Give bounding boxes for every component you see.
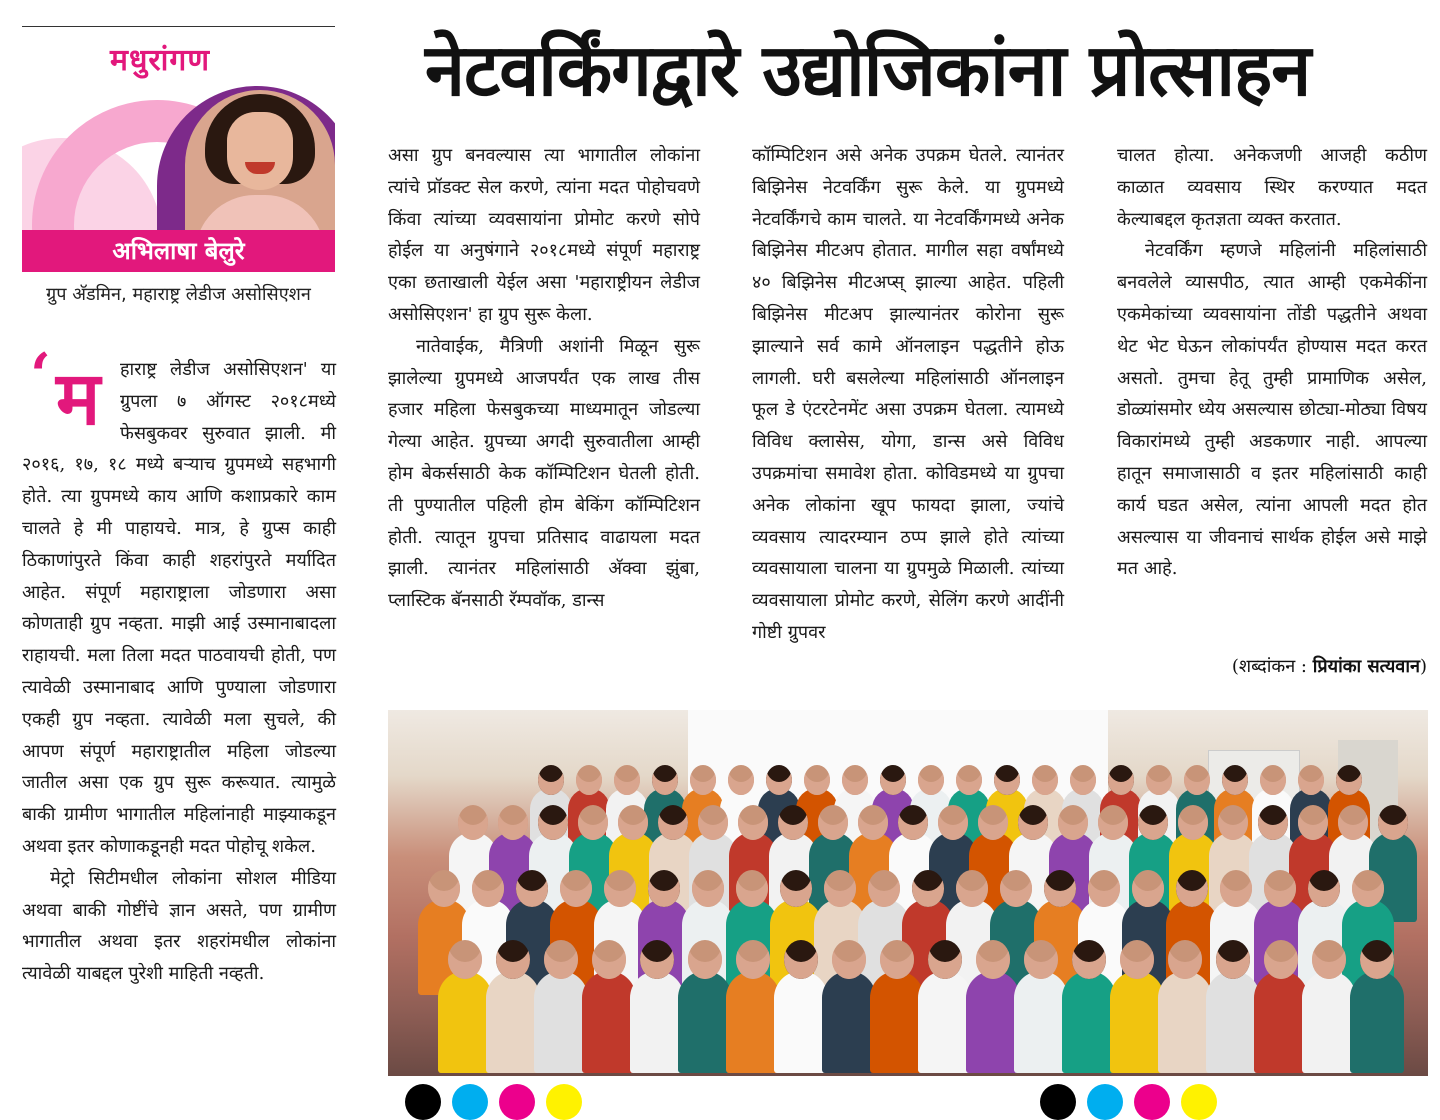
article-column-1	[22, 341, 336, 990]
person	[822, 971, 876, 1073]
person-head	[738, 805, 768, 840]
person	[678, 971, 732, 1073]
person-head	[784, 940, 818, 979]
person-head	[592, 940, 626, 979]
person-head	[824, 870, 856, 907]
group-photo	[388, 710, 1428, 1076]
person-head	[994, 765, 1020, 795]
person-head	[842, 765, 868, 795]
person-head	[766, 765, 792, 795]
person-head	[1220, 870, 1252, 907]
person-head	[1360, 940, 1394, 979]
person	[1062, 971, 1116, 1073]
article-column-4	[1117, 140, 1427, 585]
person-head	[1312, 940, 1346, 979]
byline-credit	[1117, 654, 1427, 678]
person-head	[728, 765, 754, 795]
person-head	[1260, 765, 1286, 795]
person-head	[544, 940, 578, 979]
person-head	[928, 940, 962, 979]
registration-mark-black	[1040, 1084, 1076, 1120]
dropcap-quote-icon: ‘	[30, 341, 51, 411]
person-head	[604, 870, 636, 907]
dropcap-letter: म	[56, 356, 101, 442]
person	[1350, 971, 1404, 1073]
person-head	[880, 940, 914, 979]
person-head	[516, 870, 548, 907]
registration-mark-yellow	[546, 1084, 582, 1120]
person	[438, 971, 492, 1073]
person-head	[1044, 870, 1076, 907]
author-name: अभिलाषा बेलुरे	[22, 230, 335, 272]
person-head	[448, 940, 482, 979]
person-head	[1138, 805, 1168, 840]
author-designation: ग्रुप अ‍ॅडमिन, महाराष्ट्र लेडीज असोसिएशन	[46, 284, 311, 305]
person-head	[978, 805, 1008, 840]
person-head	[576, 765, 602, 795]
registration-mark-cyan	[1087, 1084, 1123, 1120]
paragraph: नातेवाईक, मैत्रिणी अशांनी मिळून सुरू झालेल्या ग्रुपमध्ये आजपर्यंत एक लाख तीस हजार महिला फेसबुकच्या माध्यमातून जोडल्या गेल्या आहेत. ग्रुपच्या अगदी सुरुवातीला आम्ही होम बेकर्ससाठी केक कॉम्पिटिशन घेतली होती. ती पुण्यातील पहिली होम बेकिंग कॉम्पिटिशन होती. त्यातून ग्रुपचा प्रतिसाद वाढायला मदत झाली. त्यानंतर महिलांसाठी अ‍ॅक्वा झुंबा, प्लास्टिक बॅनसाठी रॅम्पवॉक, डान्स	[388, 335, 700, 612]
person-head	[692, 870, 724, 907]
paragraph: चालत होत्या. अनेकजणी आजही कठीण काळात व्यवसाय स्थिर करण्यात मदत केल्याबद्दल कृतज्ञता व्यक्त करतात.	[1117, 145, 1427, 230]
paragraph: नेटवर्किंग म्हणजे महिलांनी महिलांसाठी बनवलेले व्यासपीठ, त्यात आम्ही एकमेकींना एकमेकांच्या व्यवसायांना तोंडी पद्धतीने अथवा थेट भेट घेऊन लोकांपर्यंत होण्यास मदत करत असतो. तुमचा हेतू तुम्ही प्रामाणिक असेल, डोळ्यांसमोर ध्येय असल्यास छोट्या-मोठ्या विषय विकारांमध्ये तुम्ही अडकणार नाही. आपल्या हातून समाजासाठी व इतर महिलांसाठी काही कार्य घडत असेल, त्यांना आपली मदत होत असल्यास या जीवनाचं सार्थक होईल असे माझे मत आहे.	[1117, 240, 1427, 580]
person-head	[1000, 870, 1032, 907]
person-head	[1258, 805, 1288, 840]
person-head	[832, 940, 866, 979]
registration-mark-magenta	[499, 1084, 535, 1120]
credit-prefix: (शब्दांकन :	[1231, 656, 1307, 677]
person-head	[912, 870, 944, 907]
person	[870, 971, 924, 1073]
person-head	[1108, 765, 1134, 795]
person-head	[690, 765, 716, 795]
person-head	[1336, 765, 1362, 795]
person-head	[736, 940, 770, 979]
person-head	[1216, 940, 1250, 979]
person	[726, 971, 780, 1073]
person-head	[1264, 940, 1298, 979]
person-head	[956, 870, 988, 907]
person-head	[868, 870, 900, 907]
paragraph: हाराष्ट्र लेडीज असोसिएशन' या ग्रुपला ७ ऑगस्ट २०१८मध्ये फेसबुकवर सुरुवात झाली. मी २०१६, १७, १८ मध्ये बऱ्याच ग्रुपमध्ये सहभागी होते. त्या ग्रुपमध्ये काय आणि कशाप्रकारे काम चालते हे मी पाहायचे. मात्र, हे ग्रुप्स काही ठिकाणांपुरते किंवा काही शहरांपुरते मर्यादित आहेत. संपूर्ण महाराष्ट्राला जोडणारा असा कोणताही ग्रुप नव्हता. माझी आई उस्मानाबादला राहायची. मला तिला मदत पाठवायची होती, पण त्यावेळी उस्मानाबाद आणि पुण्याला जोडणारा एकही ग्रुप नव्हता. त्यावेळी मला सुचले, की आपण संपूर्ण महाराष्ट्रातील महिला जोडल्या जातील असा एक ग्रुप सुरू करूयात. त्यामुळे बाकी ग्रामीण भागातील महिलांनाही माझ्याकडून अथवा इतर कोणाकडूनही मदत पोहोचू शकेल.	[22, 359, 336, 857]
person-head	[778, 805, 808, 840]
person-head	[1378, 805, 1408, 840]
person	[486, 971, 540, 1073]
person-head	[458, 805, 488, 840]
dropcap	[22, 341, 114, 444]
person-head	[1184, 765, 1210, 795]
person-head	[780, 870, 812, 907]
person-head	[1264, 870, 1296, 907]
person-head	[880, 765, 906, 795]
person	[774, 971, 828, 1073]
person-head	[648, 870, 680, 907]
person-head	[498, 805, 528, 840]
paragraph: मेट्रो सिटीमधील लोकांना सोशल मीडिया अथवा बाकी गोष्टींचे ज्ञान असते, पण ग्रामीण भागातील अथवा इतर शहरांमधील लोकांना त्यावेळी याबद्दल पुरेशी माहिती नव्हती.	[22, 867, 336, 985]
person-head	[1072, 940, 1106, 979]
person-head	[736, 870, 768, 907]
person-head	[818, 805, 848, 840]
person-head	[652, 765, 678, 795]
paragraph: असा ग्रुप बनवल्यास त्या भागातील लोकांना त्यांचे प्रॉडक्ट सेल करणे, त्यांना मदत पोहोचवणे किंवा त्यांच्या व्यवसायांना प्रोमोट करणे सोपे होईल या अनुषंगाने २०१८मध्ये संपूर्ण महाराष्ट्र एका छताखाली येईल असा 'महाराष्ट्रीयन लेडीज असोसिएशन' हा ग्रुप सुरू केला.	[388, 145, 700, 325]
person	[918, 971, 972, 1073]
person-head	[1338, 805, 1368, 840]
person-head	[560, 870, 592, 907]
person-head	[1178, 805, 1208, 840]
person	[1158, 971, 1212, 1073]
person-head	[472, 870, 504, 907]
person	[630, 971, 684, 1073]
registration-mark-magenta	[1134, 1084, 1170, 1120]
person-head	[1098, 805, 1128, 840]
article-column-2	[388, 140, 700, 617]
paragraph: कॉम्पिटिशन असे अनेक उपक्रम घेतले. त्यानंतर बिझिनेस नेटवर्किंग सुरू केले. या ग्रुपमध्ये नेटवर्किंगचे काम चालते. या नेटवर्किंगमध्ये अनेक बिझिनेस मीटअप होतात. मागील सहा वर्षांमध्ये ४० बिझिनेस मीटअप्स् झाल्या आहेत. पहिली बिझिनेस मीटअप झाल्यानंतर कोरोना सुरू झाल्याने सर्व कामे ऑनलाइन पद्धतीने होऊ लागली. घरी बसलेल्या महिलांसाठी ऑनलाइन फूल डे एंटरटेनमेंट असा उपक्रम घेतला. त्यामध्ये विविध क्लासेस, योगा, डान्स असे विविध उपक्रमांचा समावेश होता. कोविडमध्ये या ग्रुपचा अनेक लोकांना खूप फायदा झाला, ज्यांचे व्यवसाय त्यादरम्यान ठप्प झाले होते त्यांच्या व्यवसायाला चालना या ग्रुपमुळे मिळाली. त्यांच्या व्यवसायाला प्रोमोट करणे, सेलिंग करणे आदींनी गोष्टी ग्रुपवर	[752, 145, 1064, 643]
author-portrait	[185, 90, 335, 230]
registration-mark-cyan	[452, 1084, 488, 1120]
person	[1206, 971, 1260, 1073]
person-head	[1024, 940, 1058, 979]
person-head	[1308, 870, 1340, 907]
registration-mark-yellow	[1181, 1084, 1217, 1120]
person-head	[1032, 765, 1058, 795]
registration-mark-black	[405, 1084, 441, 1120]
credit-suffix: )	[1419, 656, 1427, 677]
top-rule	[22, 26, 335, 27]
author-art	[22, 78, 335, 230]
person-head	[804, 765, 830, 795]
person	[1014, 971, 1068, 1073]
person-head	[658, 805, 688, 840]
person-head	[858, 805, 888, 840]
person	[1302, 971, 1356, 1073]
person-head	[688, 940, 722, 979]
person-head	[1058, 805, 1088, 840]
credit-name: प्रियांका सत्यवान	[1312, 656, 1420, 677]
person-head	[1120, 940, 1154, 979]
person	[966, 971, 1020, 1073]
person-head	[538, 805, 568, 840]
person-head	[956, 765, 982, 795]
person-head	[618, 805, 648, 840]
person-head	[1176, 870, 1208, 907]
person-head	[496, 940, 530, 979]
person-head	[640, 940, 674, 979]
person	[534, 971, 588, 1073]
person	[582, 971, 636, 1073]
person-head	[614, 765, 640, 795]
person-head	[1070, 765, 1096, 795]
person-head	[1018, 805, 1048, 840]
person-head	[938, 805, 968, 840]
person-head	[1218, 805, 1248, 840]
person-head	[428, 870, 460, 907]
person-head	[898, 805, 928, 840]
person-head	[976, 940, 1010, 979]
person-head	[1222, 765, 1248, 795]
person-head	[698, 805, 728, 840]
person-head	[1168, 940, 1202, 979]
person-head	[1146, 765, 1172, 795]
person-head	[538, 765, 564, 795]
person-head	[1132, 870, 1164, 907]
person	[1110, 971, 1164, 1073]
person-head	[1352, 870, 1384, 907]
person-head	[578, 805, 608, 840]
person-head	[918, 765, 944, 795]
person-head	[1088, 870, 1120, 907]
column-name: मधुरांगण	[110, 43, 211, 78]
person-head	[1298, 765, 1324, 795]
person-head	[1298, 805, 1328, 840]
article-column-3	[752, 140, 1064, 649]
person	[1254, 971, 1308, 1073]
headline: नेटवर्किंगद्वारे उद्योजिकांना प्रोत्साहन	[425, 28, 1311, 112]
